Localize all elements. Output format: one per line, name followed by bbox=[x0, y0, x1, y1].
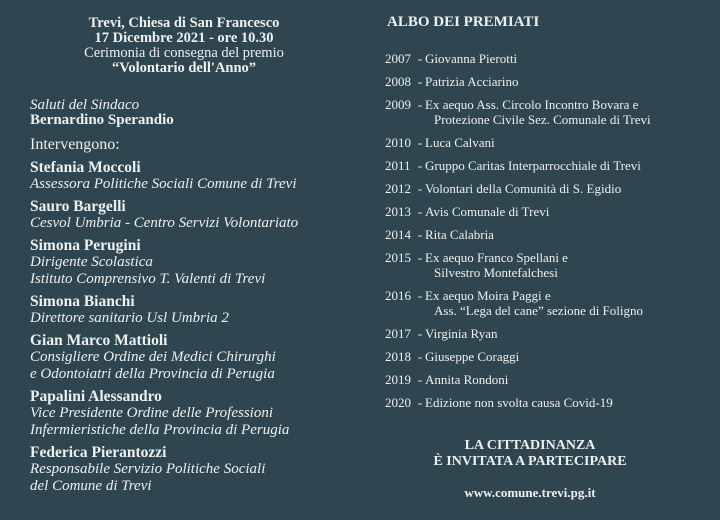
award-recipient-line: Ex aequo Moira Paggi e bbox=[425, 288, 551, 303]
award-recipient-line: Silvestro Montefalchesi bbox=[434, 265, 558, 280]
award-year: 2015 bbox=[385, 250, 411, 265]
award-year: 2009 bbox=[385, 97, 411, 112]
speaker bbox=[30, 198, 360, 232]
dash-separator: - bbox=[417, 51, 423, 66]
speaker-role: Direttore sanitario Usl Umbria 2 bbox=[30, 310, 229, 326]
dash-separator: - bbox=[417, 204, 423, 219]
speaker-name: Papalini Alessandro bbox=[30, 388, 162, 405]
award-list-column bbox=[385, 14, 705, 418]
award-recipient-line: Edizione non svolta causa Covid-19 bbox=[425, 395, 613, 410]
award-recipient-line: Ex aequo Franco Spellani e bbox=[425, 250, 568, 265]
dash-separator: - bbox=[417, 97, 423, 112]
award-row bbox=[385, 227, 705, 242]
award-recipient-line: Virginia Ryan bbox=[425, 326, 498, 341]
speaker-role: e Odontoiatri della Provincia di Perugia bbox=[30, 366, 275, 382]
dash-separator: - bbox=[417, 158, 423, 173]
award-row bbox=[385, 158, 705, 173]
award-row bbox=[385, 181, 705, 196]
award-recipient-line: Volontari della Comunità di S. Egidio bbox=[425, 181, 622, 196]
award-recipient bbox=[425, 326, 705, 341]
speaker bbox=[30, 159, 360, 193]
speaker-name: Gian Marco Mattioli bbox=[30, 332, 168, 349]
speaker-name: Sauro Bargelli bbox=[30, 198, 126, 215]
speaker-name: Federica Pierantozzi bbox=[30, 444, 167, 461]
award-year: 2017 bbox=[385, 326, 411, 341]
award-year: 2008 bbox=[385, 74, 411, 89]
award-row bbox=[385, 326, 705, 341]
dash-separator: - bbox=[417, 372, 423, 387]
speaker bbox=[30, 237, 360, 288]
award-list bbox=[385, 51, 705, 410]
program-column bbox=[30, 16, 360, 495]
speaker-role: Responsabile Servizio Politiche Sociali bbox=[30, 461, 266, 477]
award-row bbox=[385, 135, 705, 150]
speaker bbox=[30, 332, 360, 383]
award-recipient-line: Luca Calvani bbox=[425, 135, 495, 150]
award-row bbox=[385, 250, 705, 280]
speaker-role: Consigliere Ordine dei Medici Chirurghi bbox=[30, 349, 276, 365]
award-row bbox=[385, 288, 705, 318]
speaker bbox=[30, 293, 360, 327]
award-year: 2013 bbox=[385, 204, 411, 219]
award-year: 2010 bbox=[385, 135, 411, 150]
speaker-role: Cesvol Umbria - Centro Servizi Volontariato bbox=[30, 215, 299, 231]
award-recipient-line: Avis Comunale di Trevi bbox=[425, 204, 550, 219]
award-year: 2016 bbox=[385, 288, 411, 303]
award-recipient bbox=[425, 74, 705, 89]
award-recipient-line: Gruppo Caritas Interparrocchiale di Trevi bbox=[425, 158, 641, 173]
dash-separator: - bbox=[417, 349, 423, 364]
dash-separator: - bbox=[417, 250, 423, 265]
speaker bbox=[30, 388, 360, 439]
award-recipient-line: Giuseppe Coraggi bbox=[425, 349, 520, 364]
award-row bbox=[385, 204, 705, 219]
event-date: 17 Dicembre 2021 - ore 10.30 bbox=[94, 30, 274, 46]
speakers-list bbox=[30, 159, 360, 495]
award-year: 2018 bbox=[385, 349, 411, 364]
award-year: 2014 bbox=[385, 227, 411, 242]
award-row bbox=[385, 97, 705, 127]
award-recipient bbox=[425, 135, 705, 150]
award-recipient bbox=[425, 158, 705, 173]
award-name: “Volontario dell'Anno” bbox=[111, 60, 257, 76]
award-recipient bbox=[425, 181, 705, 196]
award-recipient bbox=[425, 97, 705, 127]
speaker bbox=[30, 444, 360, 495]
event-location: Trevi, Chiesa di San Francesco bbox=[88, 15, 280, 31]
award-recipient bbox=[425, 395, 705, 410]
award-recipient bbox=[425, 288, 705, 318]
award-recipient-line: Protezione Civile Sez. Comunale di Trevi bbox=[434, 112, 651, 127]
mayor-name: Bernardino Sperandio bbox=[30, 112, 174, 128]
award-recipient bbox=[425, 250, 705, 280]
invitation-line-2: È INVITATA A PARTECIPARE bbox=[433, 454, 627, 469]
award-recipient-line: Ass. “Lega del cane” sezione di Foligno bbox=[434, 303, 644, 318]
award-recipient-line: Rita Calabria bbox=[425, 227, 494, 242]
award-recipient bbox=[425, 204, 705, 219]
award-recipient-line: Ex aequo Ass. Circolo Incontro Bovara e bbox=[425, 97, 639, 112]
award-recipient bbox=[425, 51, 705, 66]
speaker-name: Simona Bianchi bbox=[30, 293, 135, 310]
dash-separator: - bbox=[417, 288, 423, 303]
invitation-line-1: LA CITTADINANZA bbox=[464, 438, 596, 453]
award-recipient-line: Annita Rondoni bbox=[425, 372, 509, 387]
speaker-role: Vice Presidente Ordine delle Professioni bbox=[30, 405, 273, 421]
mayor-greeting bbox=[30, 98, 360, 128]
dash-separator: - bbox=[417, 395, 423, 410]
award-recipient bbox=[425, 227, 705, 242]
award-row bbox=[385, 349, 705, 364]
award-row bbox=[385, 395, 705, 410]
award-recipient-line: Giovanna Pierotti bbox=[425, 51, 518, 66]
speakers-heading: Intervengono: bbox=[30, 136, 120, 153]
dash-separator: - bbox=[417, 74, 423, 89]
speaker-name: Simona Perugini bbox=[30, 237, 141, 254]
speaker-role: Dirigente Scolastica bbox=[30, 254, 153, 270]
speaker-role: Infermieristiche della Provincia di Perugia bbox=[30, 422, 290, 438]
award-year: 2011 bbox=[385, 158, 411, 173]
invitation bbox=[400, 438, 660, 470]
award-row bbox=[385, 74, 705, 89]
event-header bbox=[24, 16, 344, 76]
award-recipient bbox=[425, 372, 705, 387]
dash-separator: - bbox=[417, 227, 423, 242]
dash-separator: - bbox=[417, 326, 423, 341]
award-year: 2019 bbox=[385, 372, 411, 387]
award-year: 2012 bbox=[385, 181, 411, 196]
award-row bbox=[385, 51, 705, 66]
speaker-name: Stefania Moccoli bbox=[30, 159, 141, 176]
award-recipient-line: Patrizia Acciarino bbox=[425, 74, 519, 89]
award-row bbox=[385, 372, 705, 387]
website-link[interactable]: www.comune.trevi.pg.it bbox=[464, 485, 596, 500]
award-recipient bbox=[425, 349, 705, 364]
dash-separator: - bbox=[417, 135, 423, 150]
speaker-role: del Comune di Trevi bbox=[30, 478, 152, 494]
speaker-role: Istituto Comprensivo T. Valenti di Trevi bbox=[30, 271, 266, 287]
dash-separator: - bbox=[417, 181, 423, 196]
award-year: 2020 bbox=[385, 395, 411, 410]
award-list-title: ALBO DEI PREMIATI bbox=[387, 14, 540, 30]
event-description: Cerimonia di consegna del premio bbox=[84, 45, 284, 61]
greeting-label: Saluti del Sindaco bbox=[30, 97, 140, 113]
award-year: 2007 bbox=[385, 51, 411, 66]
speaker-role: Assessora Politiche Sociali Comune di Trevi bbox=[30, 176, 297, 192]
